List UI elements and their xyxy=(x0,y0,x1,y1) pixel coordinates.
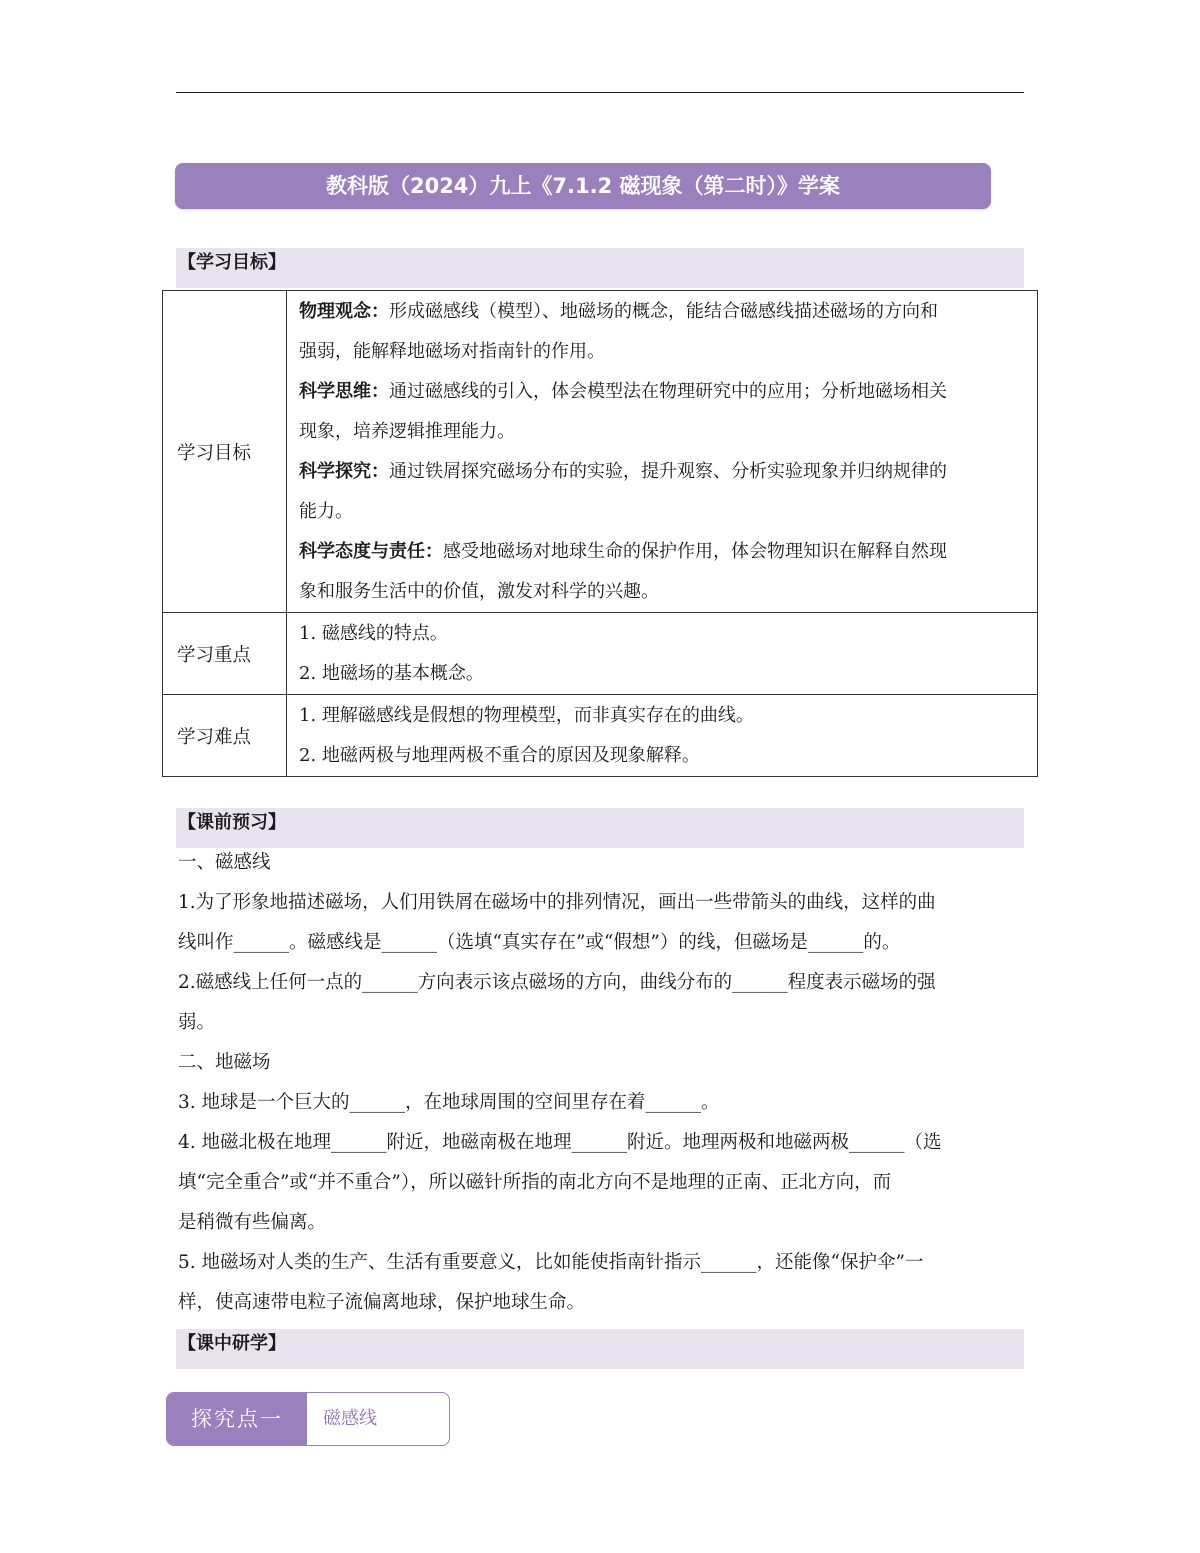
objective-lead: 科学态度与责任： xyxy=(299,540,443,562)
objective-line xyxy=(299,372,1027,412)
goals-table xyxy=(162,290,1038,777)
probe-point-header xyxy=(166,1392,450,1446)
difficulty-line: 1. 理解磁感线是假想的物理模型，而非真实存在的曲线。 xyxy=(299,704,754,726)
row-label-key-points: 学习重点 xyxy=(163,613,287,695)
page-title: 教科版（2024）九上《7.1.2 磁现象（第二时）》学案 xyxy=(175,163,991,209)
objective-line xyxy=(299,452,1027,492)
preview-line: 弱。 xyxy=(178,1012,216,1033)
table-row xyxy=(163,695,1038,777)
preview-line: 4. 地磁北极在地理______附近，地磁南极在地理______附近。地理两极和地磁两极______（选 xyxy=(178,1132,942,1153)
objective-line: 现象，培养逻辑推理能力。 xyxy=(299,420,515,442)
difficulty-line: 2. 地磁两极与地理两极不重合的原因及现象解释。 xyxy=(299,744,700,766)
probe-point-tag: 探究点一 xyxy=(167,1393,307,1445)
section-heading-study: 【课中研学】 xyxy=(176,1329,1024,1369)
difficulties-cell xyxy=(287,695,1038,777)
section-heading-goals: 【学习目标】 xyxy=(176,248,1024,288)
row-label-difficulties: 学习难点 xyxy=(163,695,287,777)
key-points-cell xyxy=(287,613,1038,695)
key-point-line: 1. 磁感线的特点。 xyxy=(299,622,448,644)
preview-heading-magnetic-lines: 一、磁感线 xyxy=(178,852,271,873)
preview-line: 样，使高速带电粒子流偏离地球，保护地球生命。 xyxy=(178,1292,586,1313)
preview-line: 1.为了形象地描述磁场，人们用铁屑在磁场中的排列情况，画出一些带箭头的曲线，这样的曲 xyxy=(178,892,936,913)
objective-text: 感受地磁场对地球生命的保护作用，体会物理知识在解释自然现 xyxy=(443,540,947,562)
objective-line xyxy=(299,532,1027,572)
key-point-line: 2. 地磁场的基本概念。 xyxy=(299,662,484,684)
objectives-cell xyxy=(287,291,1038,613)
table-row xyxy=(163,613,1038,695)
preview-line: 5. 地磁场对人类的生产、生活有重要意义，比如能使指南针指示______，还能像“保护伞”一 xyxy=(178,1252,924,1273)
probe-point-label: 磁感线 xyxy=(323,1408,377,1429)
objective-lead: 科学探究： xyxy=(299,460,389,482)
preview-line: 是稍微有些偏离。 xyxy=(178,1212,327,1233)
objective-text: 通过磁感线的引入，体会模型法在物理研究中的应用；分析地磁场相关 xyxy=(389,380,947,402)
row-label-objectives: 学习目标 xyxy=(163,291,287,613)
table-row xyxy=(163,291,1038,613)
objective-line: 象和服务生活中的价值，激发对科学的兴趣。 xyxy=(299,580,659,602)
preview-heading-geomagnetic: 二、地磁场 xyxy=(178,1052,271,1073)
objective-line xyxy=(299,292,1027,332)
objective-text: 通过铁屑探究磁场分布的实验，提升观察、分析实验现象并归纳规律的 xyxy=(389,460,947,482)
objective-text: 形成磁感线（模型）、地磁场的概念，能结合磁感线描述磁场的方向和 xyxy=(389,300,938,322)
preview-line: 3. 地球是一个巨大的______，在地球周围的空间里存在着______。 xyxy=(178,1092,720,1113)
preview-line: 2.磁感线上任何一点的______方向表示该点磁场的方向，曲线分布的______程度表示磁场的强 xyxy=(178,972,936,993)
objective-line: 强弱，能解释地磁场对指南针的作用。 xyxy=(299,340,605,362)
header-rule xyxy=(176,92,1024,93)
preview-line: 填“完全重合”或“并不重合”），所以磁针所指的南北方向不是地理的正南、正北方向，而 xyxy=(178,1172,892,1193)
section-heading-preview: 【课前预习】 xyxy=(176,808,1024,848)
preview-line: 线叫作______。磁感线是______（选填“真实存在”或“假想”）的线，但磁场是______的。 xyxy=(178,932,901,953)
objective-lead: 物理观念： xyxy=(299,300,389,322)
objective-line: 能力。 xyxy=(299,500,353,522)
objective-lead: 科学思维： xyxy=(299,380,389,402)
